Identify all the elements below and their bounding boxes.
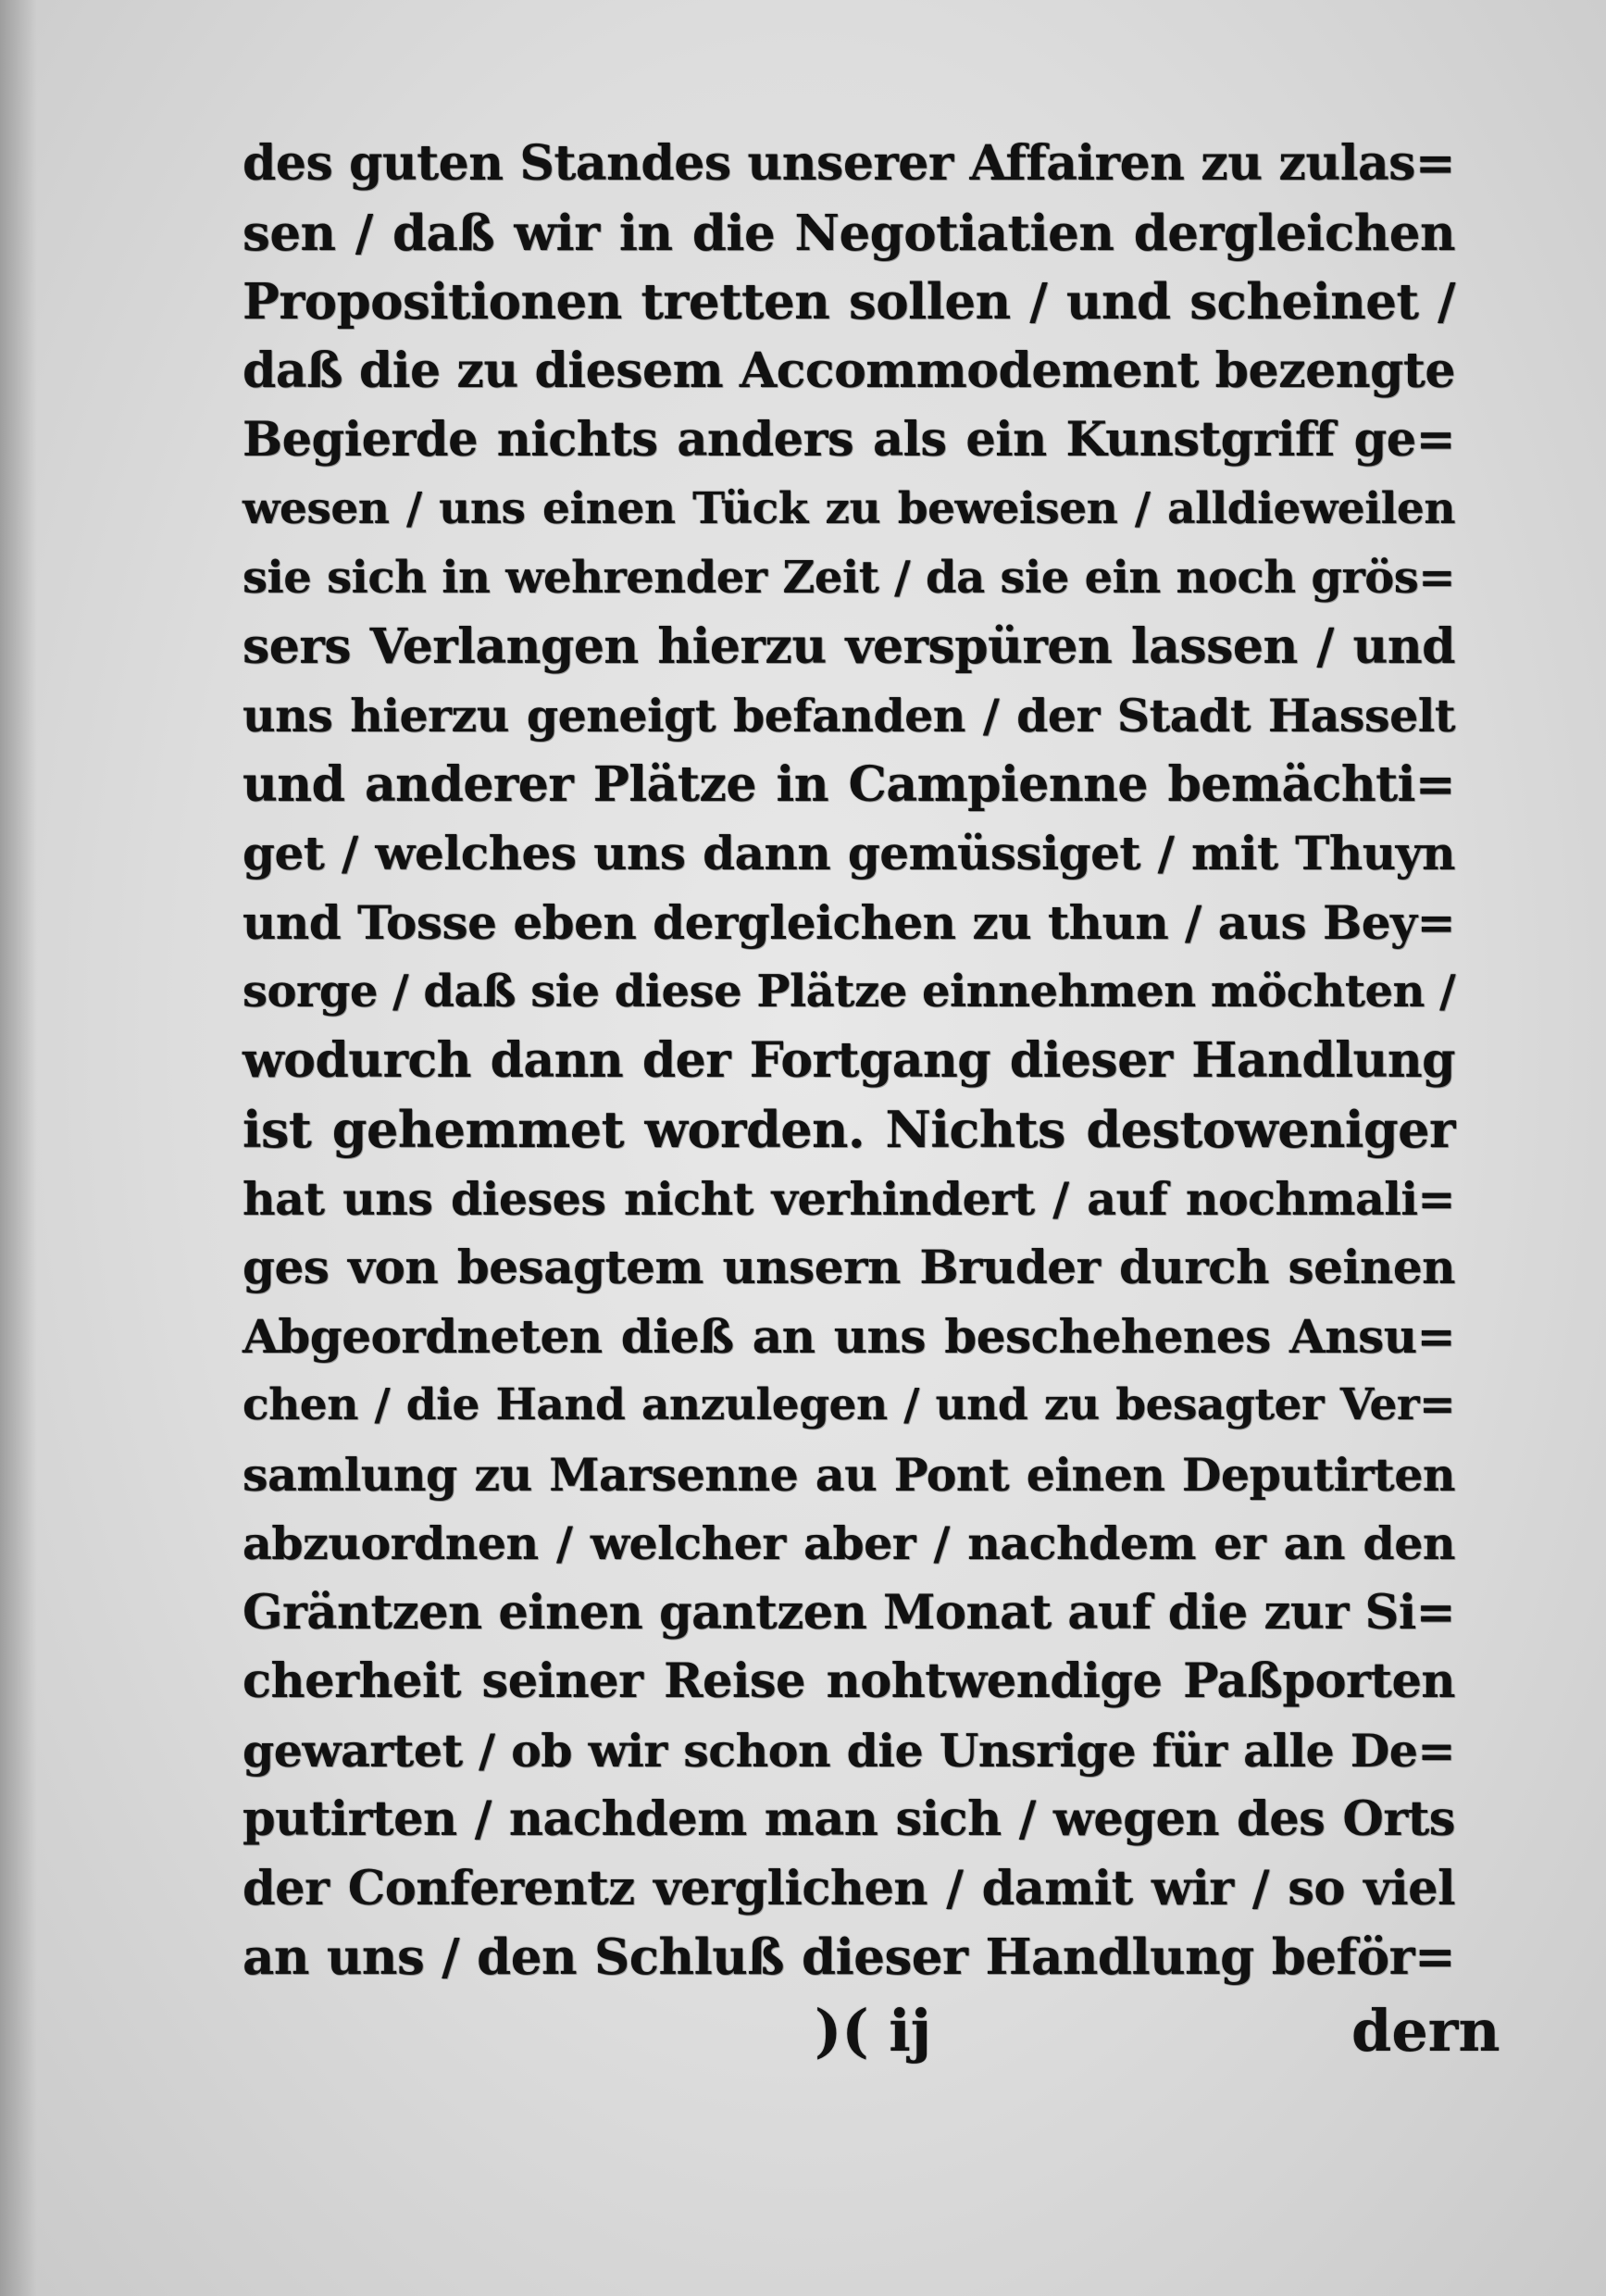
text-line: wodurch dann der Fortgang dieser Handlung xyxy=(243,1031,1455,1089)
page-edge-shadow xyxy=(0,0,37,2296)
text-line: uns hierzu geneigt befanden / der Stadt Hasselt xyxy=(243,689,1455,742)
text-line: get / welches uns dann gemüssiget / mit Thuyn xyxy=(243,826,1455,880)
text-line: daß die zu diesem Accommodement bezengte xyxy=(243,342,1455,399)
text-line: sen / daß wir in die Negotiatien dergleichen xyxy=(243,204,1455,262)
text-line: Abgeordneten dieß an uns beschehenes Ansu= xyxy=(243,1308,1455,1364)
text-line: abzuordnen / welcher aber / nachdem er an den xyxy=(243,1516,1455,1570)
text-line: an uns / den Schluß dieser Handlung beför= xyxy=(243,1928,1455,1986)
text-line: und Tosse eben dergleichen zu thun / aus Bey= xyxy=(243,894,1455,950)
catchword: dern xyxy=(1351,1997,1500,2065)
text-line: Gräntzen einen gantzen Monat auf die zur Si= xyxy=(243,1584,1455,1641)
body-text xyxy=(243,130,1455,1992)
text-line: und anderer Plätze in Campienne bemächti= xyxy=(243,755,1455,813)
text-line: sie sich in wehrender Zeit / da sie ein noch grös= xyxy=(243,552,1455,604)
text-line: ges von besagtem unsern Bruder durch seinen xyxy=(243,1240,1455,1294)
text-line: chen / die Hand anzulegen / und zu besagter Ver= xyxy=(243,1379,1455,1430)
text-line: ist gehemmet worden. Nichts destoweniger xyxy=(243,1100,1455,1159)
text-line: des guten Standes unserer Affairen zu zulas= xyxy=(243,135,1455,192)
text-line: sorge / daß sie diese Plätze einnehmen möchten / xyxy=(243,966,1456,1017)
text-line: Propositionen tretten sollen / und scheinet / xyxy=(243,273,1455,331)
text-line: cherheit seiner Reise nohtwendige Paßporten xyxy=(243,1653,1455,1709)
text-line: samlung zu Marsenne au Pont einen Deputirten xyxy=(243,1447,1455,1502)
text-line: gewartet / ob wir schon die Unsrige für alle De= xyxy=(243,1723,1455,1778)
text-line: der Conferentz verglichen / damit wir / so viel xyxy=(243,1860,1455,1916)
text-line: hat uns dieses nicht verhindert / auf nochmali= xyxy=(243,1171,1455,1226)
text-line: wesen / uns einen Tück zu beweisen / alldieweilen xyxy=(243,482,1455,534)
text-line: Begierde nichts anders als ein Kunstgriff ge= xyxy=(243,412,1455,468)
signature-mark: )( ij xyxy=(815,1997,932,2065)
text-line: sers Verlangen hierzu verspüren lassen / und xyxy=(243,618,1455,675)
text-line: putirten / nachdem man sich / wegen des Orts xyxy=(243,1791,1455,1847)
